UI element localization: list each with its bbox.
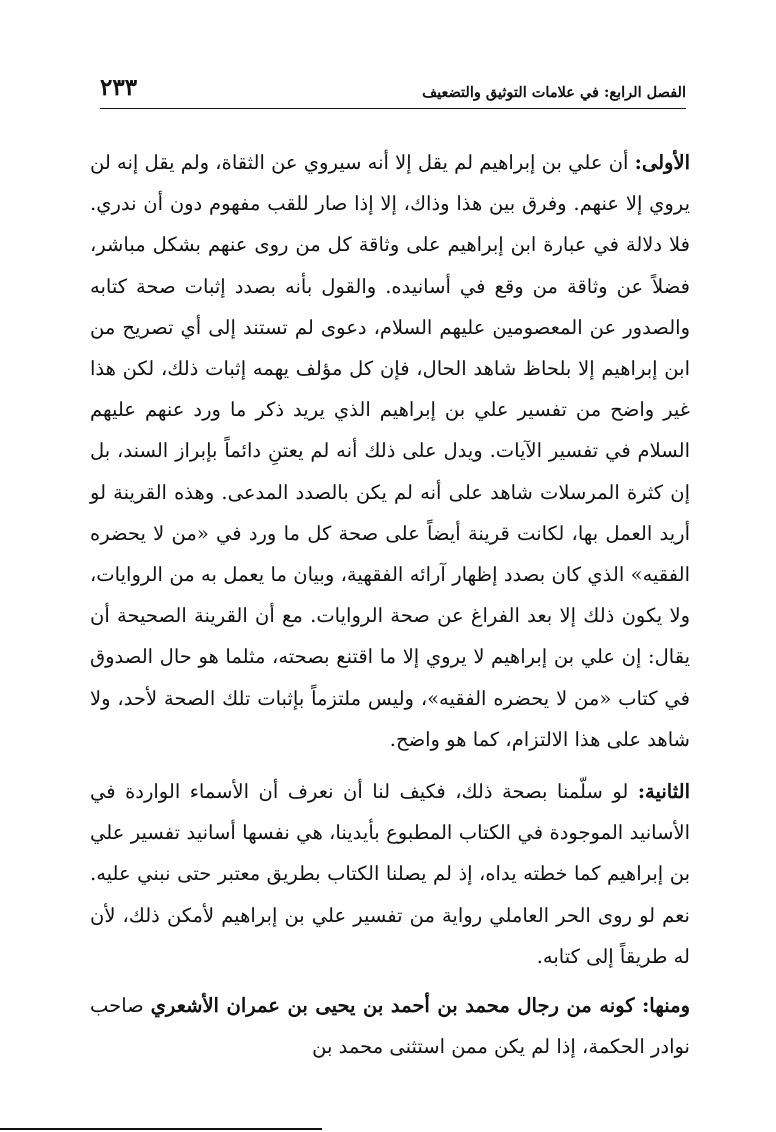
paragraph-third	[90, 985, 690, 1067]
paragraph-second	[90, 771, 690, 977]
chapter-title: الفصل الرابع: في علامات التوثيق والتضعيف	[422, 84, 686, 101]
paragraph-lead-term: الأولى:	[634, 151, 690, 174]
paragraph-text: أن علي بن إبراهيم لم يقل إلا أنه سيروي عن الثقاة، ولم يقل إنه لن يروي إلا عنهم. وفرق بين هذا وذاك، إلا إذا صار للقب مفهوم دون أن ندري. فلا دلالة في عبارة ابن إبراهيم على وثاقة كل من روى عنهم بشكل مباشر، فضلاً عن وثاقة من وقع في أسانيده. والقول بأنه بصدد إثبات صحة كتابه والصدور عن المعصومين عليهم السلام، دعوى لم تستند إلى أي تصريح من ابن إبراهيم إلا بلحاظ شاهد الحال، فإن كل مؤلف يهمه إثبات ذلك، لكن هذا غير واضح من تفسير علي بن إبراهيم الذي يريد ذكر ما ورد عنهم عليهم السلام في تفسير الآيات. ويدل على ذلك أنه لم يعتنِ دائماً بإبراز السند، بل إن كثرة المرسلات شاهد على أنه لم يكن بالصدد المدعى. وهذه القرينة لو أريد العمل بها، لكانت قرينة أيضاً على صحة كل ما ورد في «من لا يحضره الفقيه» الذي كان بصدد إظهار آرائه الفقهية، وبيان ما يعمل به من الروايات، ولا يكون ذلك إلا بعد الفراغ عن صحة الروايات. مع أن القرينة الصحيحة أن يقال: إن علي بن إبراهيم لا يروي إلا ما اقتنع بصحته، مثلما هو حال الصدوق في كتاب «من لا يحضره الفقيه»، وليس ملتزماً بإثبات تلك الصحة لأحد، ولا شاهد على هذا الالتزام، كما هو واضح.	[90, 151, 690, 751]
paragraph-first	[90, 142, 690, 760]
running-header	[100, 74, 686, 109]
bottom-rule	[0, 1128, 322, 1130]
page-number: ٢٣٣	[100, 74, 138, 101]
paragraph-lead-term: الثانية:	[637, 780, 690, 803]
paragraph-lead-term: ومنها: كونه من رجال محمد بن أحمد بن يحيى بن عمران الأشعري	[150, 994, 690, 1017]
paragraph-text: صاحب نوادر الحكمة، إذا لم يكن ممن استثنى محمد بن	[90, 994, 690, 1059]
paragraph-text: لو سلّمنا بصحة ذلك، فكيف لنا أن نعرف أن الأسماء الواردة في الأسانيد الموجودة في الكتاب المطبوع بأيدينا، هي نفسها أسانيد تفسير علي بن إبراهيم كما خطته يداه، إذ لم يصلنا الكتاب بطريق معتبر حتى نبني عليه. نعم لو روى الحر العاملي رواية من تفسير علي بن إبراهيم لأمكن ذلك، لأن له طريقاً إلى كتابه.	[90, 780, 690, 968]
